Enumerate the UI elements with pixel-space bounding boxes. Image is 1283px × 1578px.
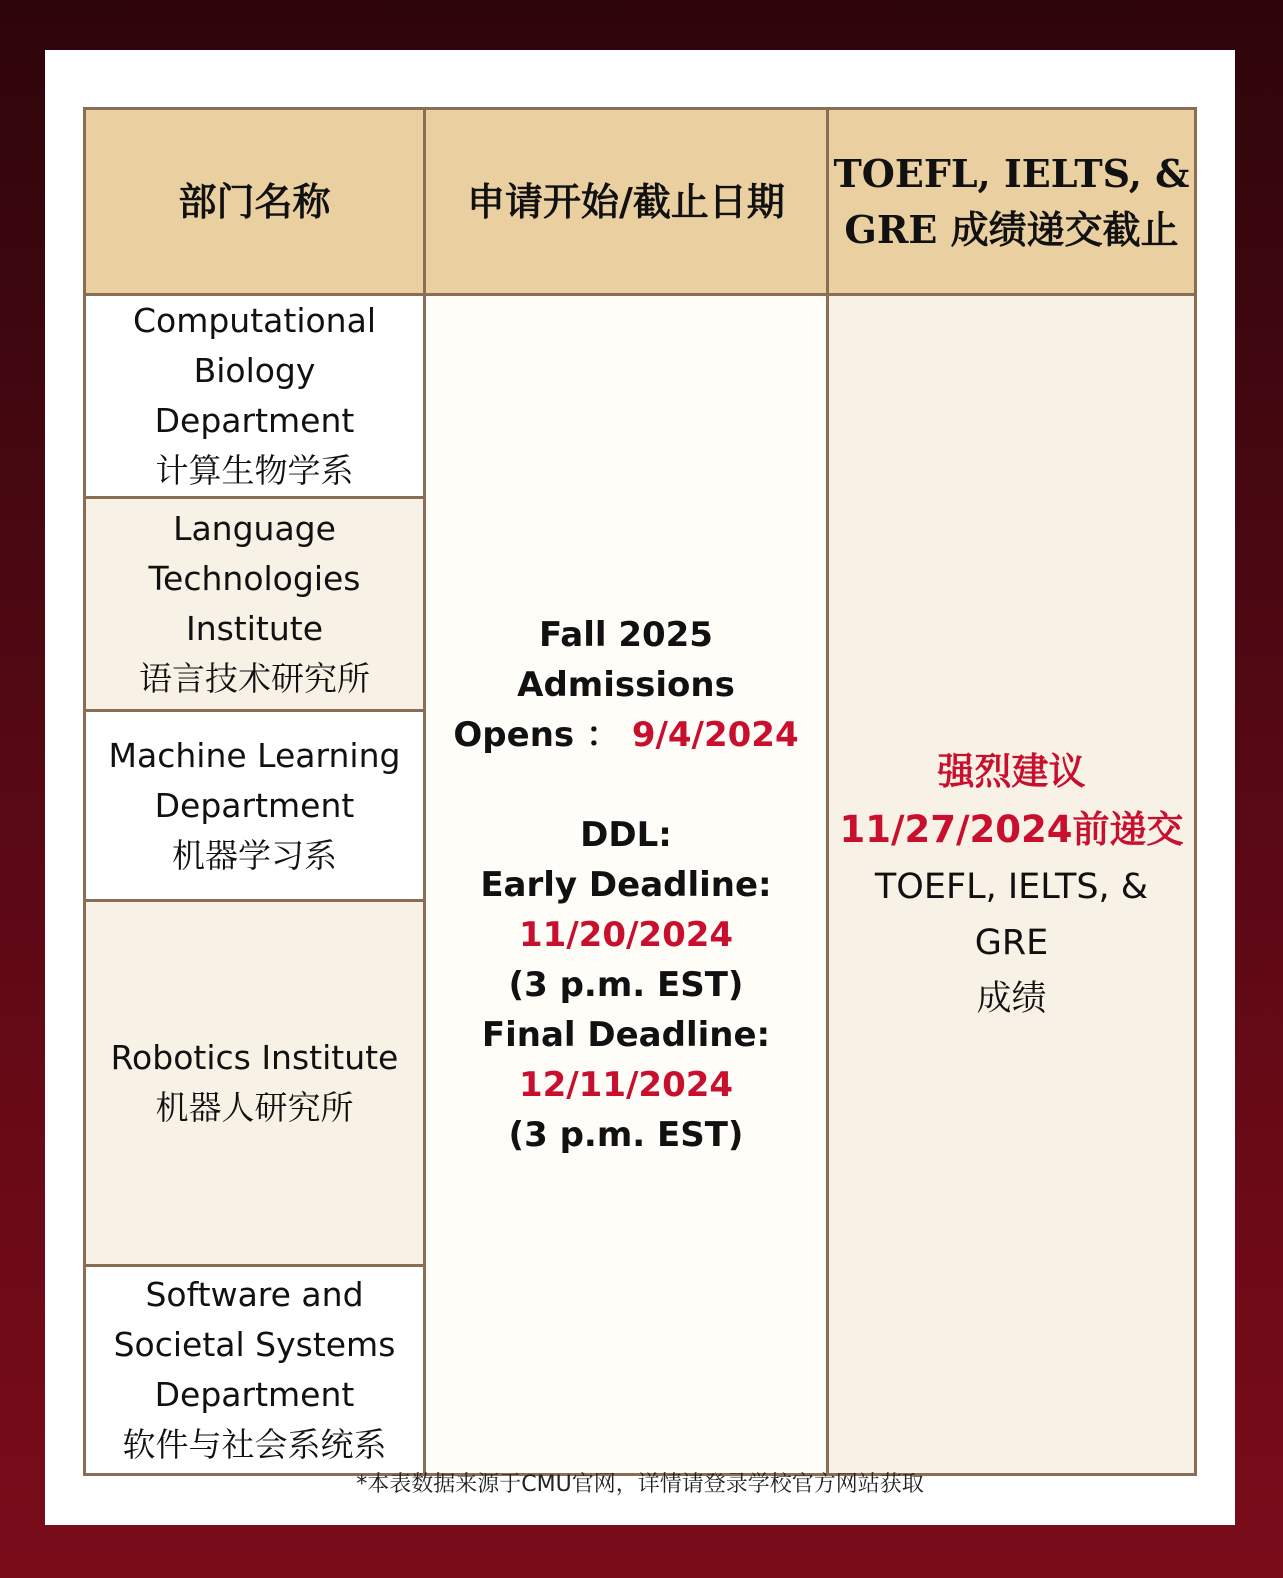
department-name-en: Robotics Institute bbox=[110, 1038, 399, 1077]
header-scores: TOEFL, IELTS, & GRE 成绩递交截止 bbox=[828, 109, 1196, 295]
opens-line bbox=[430, 710, 822, 760]
header-row bbox=[85, 109, 1196, 295]
early-deadline-time: (3 p.m. EST) bbox=[508, 964, 744, 1005]
department-cell bbox=[85, 1266, 425, 1475]
ddl-label: DDL: bbox=[580, 814, 672, 855]
department-cell bbox=[85, 711, 425, 901]
scores-cell bbox=[828, 295, 1196, 1475]
recommend-label: 强烈建议 bbox=[937, 749, 1086, 793]
department-name-cn: 机器人研究所 bbox=[155, 1088, 354, 1127]
recommend-date: 11/27/2024前递交 bbox=[839, 807, 1184, 851]
department-name-en: Machine Learning Department bbox=[108, 735, 401, 825]
department-cell bbox=[85, 498, 425, 711]
department-cell bbox=[85, 901, 425, 1266]
department-name-en: Software and Societal Systems Department bbox=[113, 1275, 396, 1414]
early-deadline-label: Early Deadline: bbox=[480, 864, 772, 905]
admissions-term: Fall 2025 bbox=[539, 614, 713, 655]
admissions-table bbox=[83, 107, 1197, 1476]
department-name-cn: 语言技术研究所 bbox=[139, 659, 370, 698]
department-name-en: Language Technologies Institute bbox=[148, 509, 361, 648]
department-cell bbox=[85, 295, 425, 498]
header-department: 部门名称 bbox=[85, 109, 425, 295]
department-name-cn: 软件与社会系统系 bbox=[122, 1425, 387, 1464]
final-deadline-time: (3 p.m. EST) bbox=[508, 1114, 744, 1155]
table-row bbox=[85, 295, 1196, 498]
footer-note: *本表数据来源于CMU官网，详情请登录学校官方网站获取 bbox=[356, 1472, 924, 1497]
opens-date: 9/4/2024 bbox=[631, 714, 799, 755]
final-deadline-label: Final Deadline: bbox=[481, 1014, 771, 1055]
department-name-cn: 机器学习系 bbox=[172, 835, 337, 875]
final-deadline-date: 12/11/2024 bbox=[518, 1064, 734, 1105]
content-card bbox=[45, 50, 1235, 1525]
admissions-label: Admissions bbox=[517, 664, 735, 705]
opens-label: Opens ： bbox=[453, 714, 620, 755]
early-deadline-date: 11/20/2024 bbox=[518, 914, 734, 955]
department-name-cn: 计算生物学系 bbox=[155, 451, 354, 490]
department-name-en: Computational Biology Department bbox=[132, 301, 376, 440]
tests-label: TOEFL, IELTS, & GRE bbox=[874, 866, 1149, 963]
tests-suffix: 成绩 bbox=[976, 978, 1047, 1019]
header-dates: 申请开始/截止日期 bbox=[425, 109, 828, 295]
dates-cell bbox=[425, 295, 828, 1475]
